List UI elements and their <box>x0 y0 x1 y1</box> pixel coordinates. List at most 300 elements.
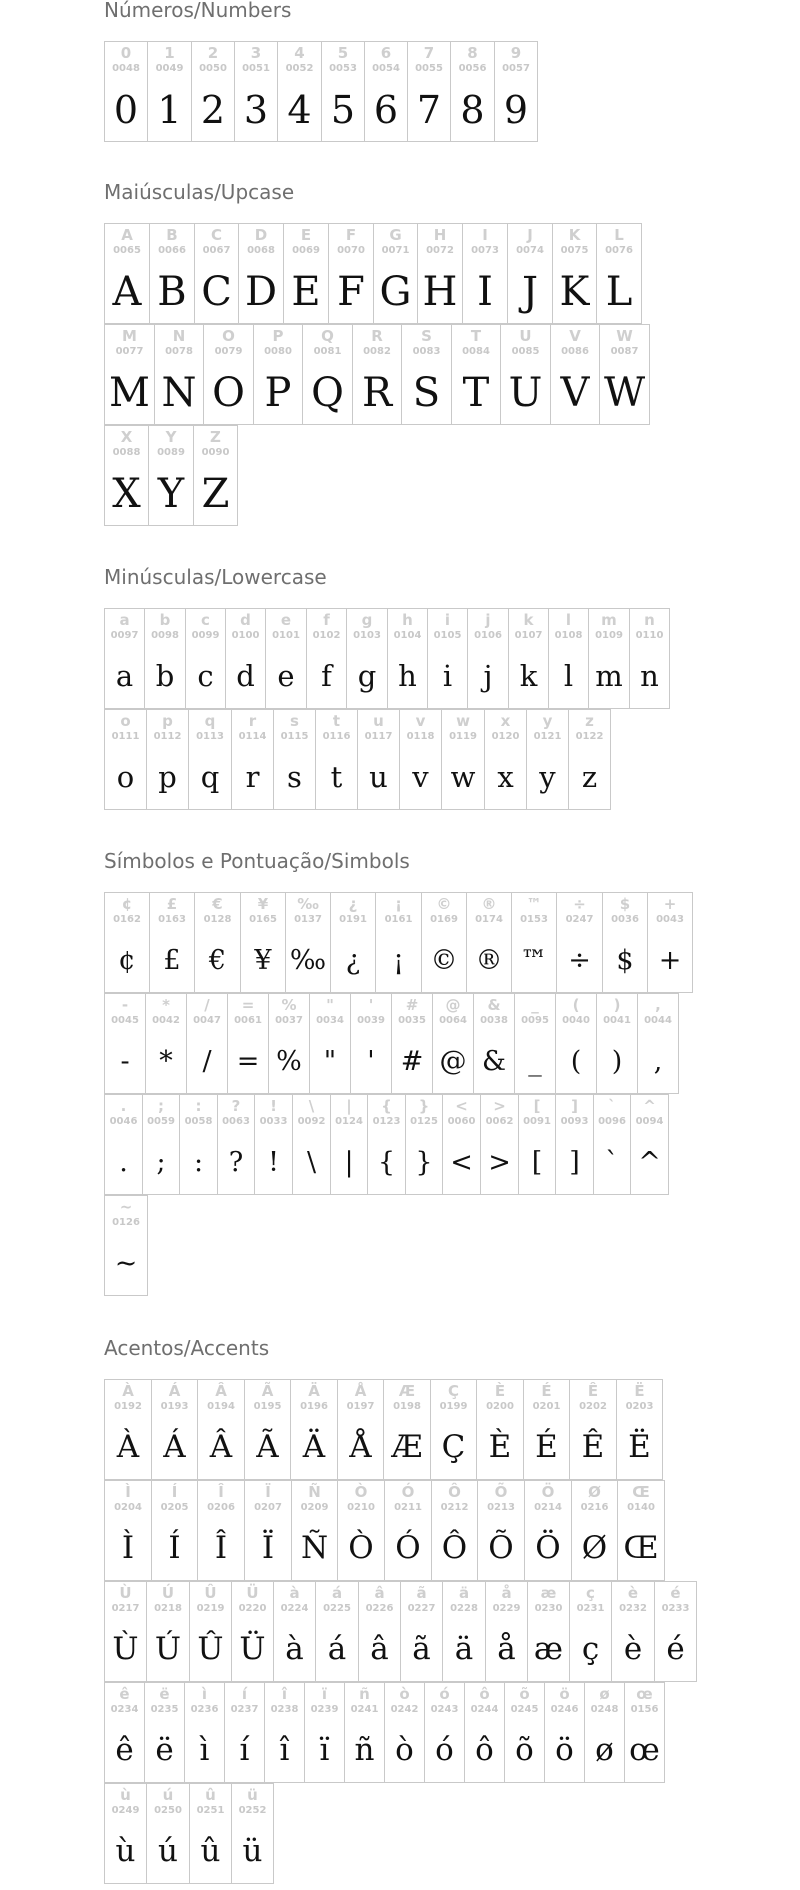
font-glyph: Ö <box>535 1530 561 1566</box>
glyph-cell <box>624 1682 665 1783</box>
font-glyph: Â <box>209 1429 233 1465</box>
font-glyph: I <box>477 268 493 315</box>
character-label: ™ <box>526 895 542 913</box>
character-code: 0114 <box>238 731 267 742</box>
font-glyph: ã <box>412 1631 431 1667</box>
character-code: 0043 <box>656 914 684 925</box>
character-code: 0066 <box>158 245 186 256</box>
font-glyph: ë <box>155 1732 174 1768</box>
character-code: 0165 <box>249 914 277 925</box>
character-code: 0224 <box>280 1603 309 1614</box>
character-code: 0194 <box>207 1401 235 1412</box>
font-glyph: x <box>497 760 514 794</box>
character-code: 0121 <box>533 731 562 742</box>
character-code: 0199 <box>439 1401 468 1412</box>
character-label: Ê <box>587 1382 599 1400</box>
glyph-cell <box>238 223 284 324</box>
font-glyph: u <box>369 760 388 794</box>
glyph-cell <box>104 1195 148 1296</box>
font-glyph: ; <box>156 1147 166 1178</box>
font-glyph: 5 <box>330 87 356 132</box>
character-code: 0213 <box>487 1502 515 1513</box>
font-glyph: C <box>201 268 232 315</box>
glyph-cell <box>197 1480 245 1581</box>
character-label: j <box>485 611 491 629</box>
character-label: ø <box>599 1685 610 1703</box>
character-label: õ <box>519 1685 530 1703</box>
font-glyph: % <box>276 1046 302 1077</box>
character-label: O <box>222 327 235 345</box>
character-label: Á <box>168 1382 181 1400</box>
font-glyph: 8 <box>460 87 485 132</box>
character-code: 0077 <box>115 346 144 357</box>
character-code: 0036 <box>611 914 639 925</box>
character-label: ê <box>119 1685 130 1703</box>
character-code: 0056 <box>458 63 487 74</box>
font-glyph: p <box>158 760 177 794</box>
font-glyph: A <box>112 268 142 315</box>
character-label: î <box>281 1685 288 1703</box>
character-code: 0090 <box>201 447 230 458</box>
character-label: ù <box>120 1786 131 1804</box>
glyph-cell <box>104 993 146 1094</box>
character-label: . <box>120 1097 127 1115</box>
glyph-cell <box>477 1480 525 1581</box>
character-label: È <box>494 1382 506 1400</box>
character-label: J <box>527 226 533 244</box>
glyph-cell <box>231 1783 274 1884</box>
font-glyph: > <box>488 1147 511 1178</box>
font-glyph: M <box>109 369 150 416</box>
glyph-cell <box>555 993 597 1094</box>
glyph-cell <box>151 1379 198 1480</box>
character-label: 9 <box>510 44 522 62</box>
character-label: & <box>487 996 501 1014</box>
character-label: ¡ <box>395 895 402 913</box>
font-glyph: È <box>488 1429 512 1465</box>
glyph-cell <box>193 425 238 526</box>
character-code: 0250 <box>154 1805 182 1816</box>
character-code: 0120 <box>491 731 520 742</box>
font-glyph: ï <box>319 1732 330 1768</box>
font-glyph: Ç <box>441 1429 466 1465</box>
character-code: 0033 <box>259 1116 288 1127</box>
character-label: x <box>500 712 511 730</box>
character-code: 0162 <box>113 914 141 925</box>
font-glyph: P <box>264 369 292 416</box>
character-label: = <box>241 996 255 1014</box>
character-label: s <box>290 712 299 730</box>
character-label: â <box>374 1584 385 1602</box>
character-label: Y <box>165 428 177 446</box>
character-code: 0207 <box>254 1502 282 1513</box>
font-glyph: Ï <box>261 1530 275 1566</box>
font-glyph: î <box>279 1732 290 1768</box>
character-label: { <box>381 1097 392 1115</box>
character-label: i <box>444 611 451 629</box>
glyph-cell <box>194 892 241 993</box>
character-code: 0219 <box>196 1603 225 1614</box>
glyph-cell <box>144 1682 185 1783</box>
font-glyph: y <box>539 760 556 794</box>
character-label: o <box>120 712 131 730</box>
character-code: 0093 <box>560 1116 589 1127</box>
character-code: 0097 <box>110 630 139 641</box>
font-glyph: # <box>400 1046 424 1077</box>
glyph-cell <box>441 709 485 810</box>
character-label: Ö <box>541 1483 555 1501</box>
font-glyph: ® <box>475 945 503 976</box>
glyph-cell <box>514 993 556 1094</box>
character-code: 0061 <box>234 1015 262 1026</box>
glyph-cell <box>462 223 508 324</box>
glyph-cell <box>285 892 331 993</box>
font-glyph: | <box>344 1147 354 1178</box>
section-title: Minúsculas/Lowercase <box>104 565 327 589</box>
font-glyph: n <box>640 659 659 693</box>
font-glyph: t <box>330 760 343 794</box>
glyph-cell <box>494 41 538 142</box>
font-glyph: v <box>412 760 429 794</box>
glyph-cell <box>647 892 693 993</box>
character-label: Ï <box>265 1483 271 1501</box>
character-code: 0232 <box>619 1603 647 1614</box>
font-glyph: . <box>119 1147 128 1178</box>
character-code: 0112 <box>153 731 182 742</box>
character-code: 0100 <box>231 630 260 641</box>
character-label: 4 <box>294 44 305 62</box>
character-code: 0070 <box>337 245 365 256</box>
character-label: y <box>542 712 553 730</box>
glyph-cell <box>104 41 148 142</box>
glyph-cell <box>417 223 463 324</box>
character-code: 0073 <box>471 245 499 256</box>
character-code: 0248 <box>590 1704 619 1715</box>
character-code: 0225 <box>323 1603 351 1614</box>
font-glyph: ü <box>242 1833 263 1869</box>
character-label: * <box>162 996 170 1014</box>
font-glyph: _ <box>528 1046 542 1077</box>
character-label: 6 <box>380 44 392 62</box>
character-code: 0046 <box>109 1116 138 1127</box>
character-label: ¢ <box>121 895 133 913</box>
glyph-cell <box>596 993 638 1094</box>
glyph-cell <box>264 1682 305 1783</box>
character-label: æ <box>540 1584 557 1602</box>
character-label: 1 <box>164 44 175 62</box>
font-glyph: É <box>535 1429 558 1465</box>
glyph-cell <box>405 1094 443 1195</box>
character-code: 0110 <box>635 630 664 641</box>
font-glyph: 9 <box>503 87 529 132</box>
character-code: 0229 <box>492 1603 521 1614</box>
character-code: 0082 <box>363 346 391 357</box>
font-glyph: & <box>481 1046 507 1077</box>
font-glyph: L <box>605 268 633 315</box>
font-glyph: l <box>563 659 574 693</box>
font-glyph: Œ <box>623 1530 659 1566</box>
character-label: c <box>201 611 210 629</box>
character-code: 0072 <box>426 245 454 256</box>
font-glyph: Ã <box>256 1429 279 1465</box>
glyph-cell <box>629 608 670 709</box>
character-label: A <box>121 226 133 244</box>
character-label: ä <box>458 1584 470 1602</box>
font-glyph: F <box>337 268 365 315</box>
glyph-cell <box>407 41 451 142</box>
character-code: 0076 <box>605 245 633 256</box>
glyph-cell <box>227 993 269 1094</box>
glyph-cell <box>476 1379 524 1480</box>
character-code: 0205 <box>160 1502 189 1513</box>
font-glyph: Ë <box>628 1429 651 1465</box>
character-label: % <box>281 996 297 1014</box>
character-label: ; <box>158 1097 164 1115</box>
font-glyph: / <box>202 1046 212 1077</box>
character-code: 0252 <box>238 1805 267 1816</box>
character-code: 0060 <box>447 1116 476 1127</box>
glyph-cell <box>391 993 433 1094</box>
glyph-cell <box>337 1379 384 1480</box>
character-label: Ù <box>119 1584 132 1602</box>
character-label: W <box>616 327 633 345</box>
character-label: É <box>541 1382 552 1400</box>
character-label: ¥ <box>257 895 269 913</box>
glyph-cell <box>523 1379 570 1480</box>
character-code: 0128 <box>203 914 232 925</box>
character-label: € <box>212 895 223 913</box>
character-code: 0243 <box>430 1704 459 1715</box>
character-code: 0049 <box>155 63 184 74</box>
character-label: Ã <box>261 1382 274 1400</box>
character-label: 5 <box>337 44 349 62</box>
font-glyph: ~ <box>114 1248 138 1279</box>
font-glyph: â <box>370 1631 389 1667</box>
glyph-cell <box>367 1094 406 1195</box>
character-code: 0201 <box>532 1401 561 1412</box>
glyph-cell <box>189 1783 232 1884</box>
font-glyph: 2 <box>200 87 226 132</box>
glyph-cell <box>552 223 597 324</box>
character-label: B <box>166 226 178 244</box>
font-glyph: G <box>379 268 412 315</box>
glyph-cell <box>464 1682 505 1783</box>
character-label: Z <box>210 428 221 446</box>
glyph-cell <box>104 892 150 993</box>
glyph-cell <box>194 223 239 324</box>
character-label: p <box>162 712 173 730</box>
glyph-cell <box>451 324 501 425</box>
character-code: 0038 <box>480 1015 508 1026</box>
character-label: g <box>361 611 373 629</box>
glyph-cell <box>375 892 422 993</box>
font-glyph: S <box>412 369 441 416</box>
font-glyph: = <box>236 1046 260 1077</box>
character-code: 0228 <box>450 1603 478 1614</box>
character-label: t <box>332 712 341 730</box>
glyph-cell <box>399 709 442 810</box>
character-label: | <box>346 1097 352 1115</box>
character-code: 0236 <box>190 1704 219 1715</box>
character-label: À <box>122 1382 134 1400</box>
character-label: q <box>204 712 216 730</box>
character-label: [ <box>533 1097 541 1115</box>
character-code: 0245 <box>510 1704 539 1715</box>
glyph-cell <box>569 1581 612 1682</box>
glyph-cell <box>104 1480 152 1581</box>
character-label: X <box>120 428 133 446</box>
glyph-cell <box>104 1783 147 1884</box>
font-glyph: à <box>285 1631 304 1667</box>
glyph-cell <box>432 993 474 1094</box>
character-code: 0246 <box>550 1704 579 1715</box>
glyph-cell <box>149 892 195 993</box>
glyph-cell <box>244 1480 292 1581</box>
character-code: 0089 <box>157 447 185 458</box>
font-glyph: Û <box>197 1631 224 1667</box>
character-label: í <box>241 1685 248 1703</box>
glyph-cell <box>104 1581 147 1682</box>
glyph-cell <box>184 1682 225 1783</box>
character-code: 0111 <box>111 731 140 742</box>
character-code: 0206 <box>207 1502 235 1513</box>
character-label: ñ <box>359 1685 370 1703</box>
character-label: Ò <box>354 1483 368 1501</box>
character-code: 0193 <box>160 1401 189 1412</box>
character-label: 8 <box>467 44 478 62</box>
character-code: 0103 <box>353 630 381 641</box>
character-code: 0047 <box>193 1015 221 1026</box>
font-glyph: d <box>236 659 255 693</box>
font-glyph: © <box>430 945 458 976</box>
character-label: ü <box>247 1786 258 1804</box>
glyph-cell <box>244 1379 291 1480</box>
character-label: d <box>240 611 251 629</box>
glyph-cell <box>104 324 155 425</box>
font-glyph: ¡ <box>393 945 404 976</box>
character-label: ! <box>270 1097 277 1115</box>
font-glyph: , <box>653 1046 663 1077</box>
font-glyph: ç <box>581 1631 600 1667</box>
glyph-cell <box>273 709 316 810</box>
character-code: 0251 <box>196 1805 225 1816</box>
font-glyph: ô <box>475 1732 494 1768</box>
font-glyph: õ <box>515 1732 534 1768</box>
character-label: Ü <box>246 1584 259 1602</box>
character-label: 3 <box>250 44 262 62</box>
character-label: Q <box>321 327 334 345</box>
glyph-cell <box>584 1682 625 1783</box>
character-label: © <box>436 895 452 913</box>
character-label: û <box>205 1786 216 1804</box>
font-glyph: g <box>357 659 377 693</box>
font-glyph: 1 <box>157 87 182 132</box>
font-glyph: V <box>560 369 590 416</box>
font-glyph: € <box>208 945 227 976</box>
glyph-cell <box>480 1094 519 1195</box>
character-code: 0099 <box>191 630 220 641</box>
font-glyph: Ó <box>395 1530 421 1566</box>
glyph-cell <box>315 709 358 810</box>
character-label: / <box>204 996 210 1014</box>
font-glyph: H <box>422 268 458 315</box>
character-code: 0119 <box>449 731 477 742</box>
glyph-cell <box>500 324 551 425</box>
glyph-cell <box>357 709 400 810</box>
character-code: 0063 <box>222 1116 250 1127</box>
glyph-cell <box>154 324 204 425</box>
character-code: 0040 <box>562 1015 590 1026</box>
character-label: m <box>601 611 617 629</box>
glyph-cell <box>383 1379 431 1480</box>
character-label: é <box>670 1584 681 1602</box>
glyph-cell <box>569 1379 617 1480</box>
character-code: 0203 <box>625 1401 654 1412</box>
character-code: 0118 <box>406 731 435 742</box>
glyph-cell <box>149 223 195 324</box>
font-glyph: £ <box>163 945 181 976</box>
character-code: 0042 <box>152 1015 180 1026</box>
font-glyph: ì <box>199 1732 210 1768</box>
character-label: 2 <box>207 44 219 62</box>
glyph-cell <box>240 892 286 993</box>
character-label: M <box>122 327 137 345</box>
character-label: Õ <box>494 1483 508 1501</box>
character-code: 0214 <box>534 1502 562 1513</box>
character-code: 0034 <box>316 1015 344 1026</box>
glyph-cell <box>593 1094 631 1195</box>
character-label: ® <box>481 895 497 913</box>
font-glyph: ö <box>555 1732 574 1768</box>
character-label: Í <box>171 1483 178 1501</box>
font-glyph: ‰ <box>289 945 327 976</box>
font-glyph: c <box>197 659 214 693</box>
character-code: 0126 <box>112 1217 140 1228</box>
font-glyph: ? <box>228 1147 244 1178</box>
character-code: 0071 <box>381 245 410 256</box>
font-glyph: Ø <box>581 1530 608 1566</box>
character-label: Ú <box>161 1584 175 1602</box>
font-glyph: k <box>519 659 538 693</box>
character-code: 0197 <box>346 1401 375 1412</box>
glyph-cell <box>467 608 509 709</box>
character-code: 0101 <box>272 630 300 641</box>
character-label: Œ <box>632 1483 650 1501</box>
glyph-cell <box>504 1682 545 1783</box>
glyph-cell <box>309 993 351 1094</box>
character-code: 0200 <box>486 1401 514 1412</box>
font-glyph: B <box>157 268 187 315</box>
glyph-cell <box>234 41 278 142</box>
character-code: 0140 <box>627 1502 655 1513</box>
character-label: ï <box>321 1685 328 1703</box>
character-code: 0235 <box>150 1704 179 1715</box>
character-code: 0108 <box>554 630 583 641</box>
font-glyph: å <box>497 1631 516 1667</box>
glyph-cell <box>611 1581 655 1682</box>
glyph-cell <box>473 993 515 1094</box>
character-label: E <box>300 226 312 244</box>
font-glyph: D <box>244 268 278 315</box>
glyph-cell <box>330 1094 368 1195</box>
character-code: 0069 <box>292 245 320 256</box>
glyph-cell <box>466 892 512 993</box>
character-label: u <box>373 712 384 730</box>
glyph-cell <box>306 608 347 709</box>
character-label: Ì <box>125 1483 131 1501</box>
glyph-cell <box>104 709 147 810</box>
glyph-cell <box>555 1094 594 1195</box>
